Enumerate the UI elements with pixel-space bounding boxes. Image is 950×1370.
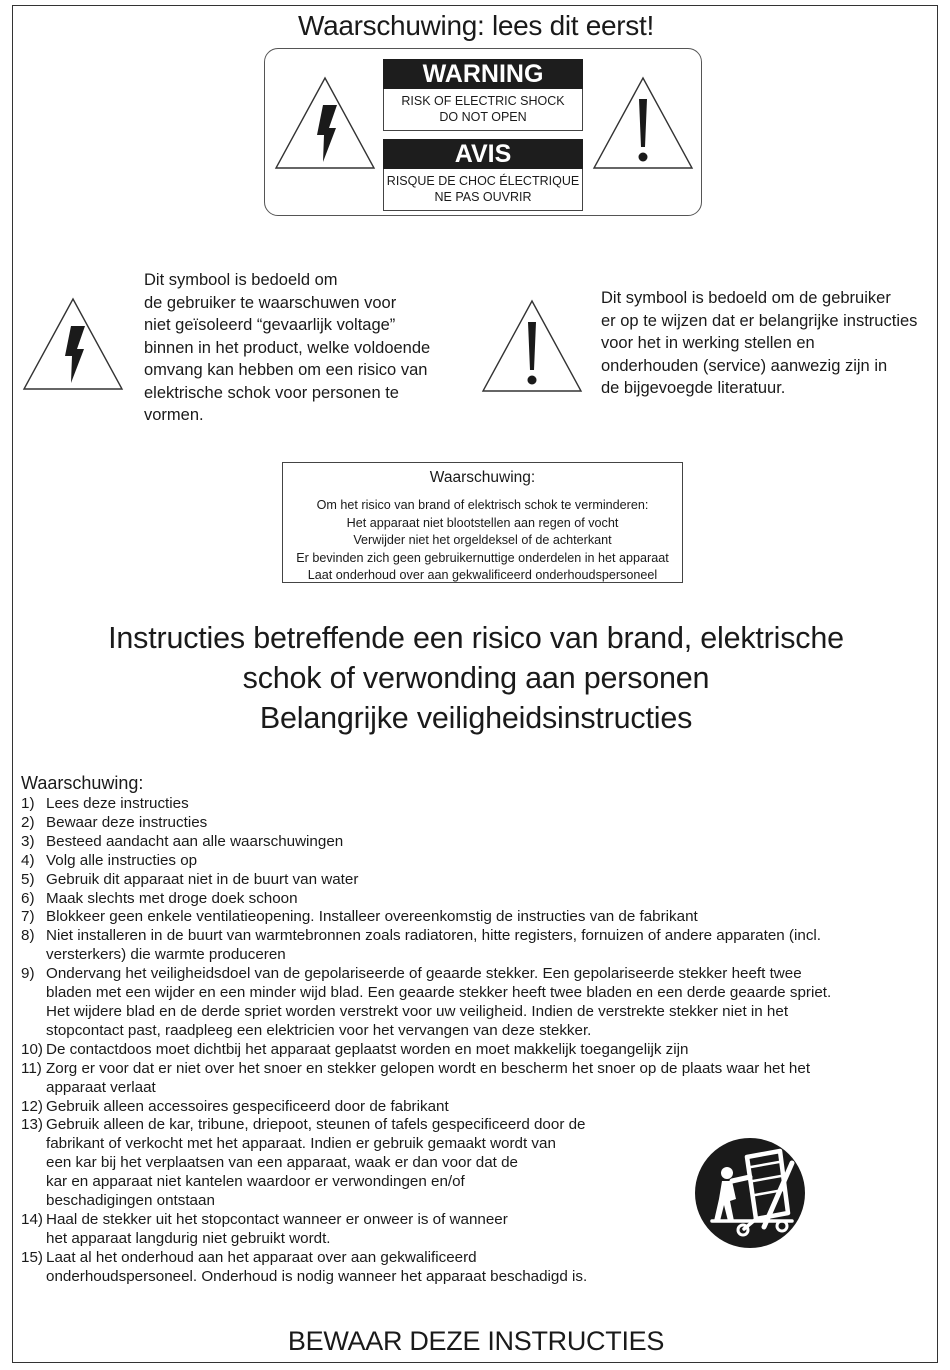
heading-line-2: schok of verwonding aan personen xyxy=(242,661,710,695)
item-number: 9) xyxy=(21,965,35,983)
warning-label xyxy=(264,48,702,216)
item-text-line: versterkers) die warmte produceren xyxy=(46,946,286,964)
item-text xyxy=(46,1060,931,1098)
item-text-line: een kar bij het verplaatsen van een apparaat, waak er dan voor dat de xyxy=(46,1154,518,1172)
item-text-line: Volg alle instructies op xyxy=(46,851,198,869)
warning-text xyxy=(383,89,583,131)
warning-header: WARNING xyxy=(383,59,583,89)
item-text-line: Maak slechts met droge doek schoon xyxy=(46,889,298,907)
notice-line: Verwijder niet het orgeldeksel of de achterkant xyxy=(353,533,612,547)
item-text-line: Zorg er voor dat er niet over het snoer en stekker gelopen wordt en bescherm het snoer op de plaats waar het het xyxy=(46,1059,811,1077)
item-text xyxy=(46,908,931,927)
item-text-line: Bewaar deze instructies xyxy=(46,813,208,831)
item-number: 2) xyxy=(21,813,35,831)
item-text xyxy=(46,814,931,833)
item-text xyxy=(46,833,931,852)
avis-text xyxy=(383,169,583,211)
item-text-line: Het wijdere blad en de derde spriet worden verstrekt voor uw veiligheid. Indien de verstrekte stekker niet in het xyxy=(46,1002,789,1020)
text-line: er op te wijzen dat er belangrijke instructies xyxy=(601,311,918,330)
item-text xyxy=(46,1041,931,1060)
text-line: omvang kan hebben om een risico van xyxy=(144,361,428,379)
footer-notice: BEWAAR DEZE INSTRUCTIES xyxy=(287,1326,665,1356)
item-text xyxy=(46,852,931,871)
list-item xyxy=(21,1060,931,1098)
item-text-line: beschadigingen ontstaan xyxy=(46,1192,215,1210)
item-text-line: Gebruik dit apparaat niet in de buurt van water xyxy=(46,870,359,888)
notice-line: Laat onderhoud over aan gekwalificeerd onderhoudspersoneel xyxy=(307,568,658,582)
heading-line-3: Belangrijke veiligheidsinstructies xyxy=(259,701,693,735)
lightning-warning-icon xyxy=(273,75,377,171)
item-text-line: Gebruik alleen de kar, tribune, driepoot, steunen of tafels gespecificeerd door de xyxy=(46,1116,586,1134)
list-item xyxy=(21,1249,931,1287)
avis-header: AVIS xyxy=(383,139,583,169)
notice-line: Er bevinden zich geen gebruikernuttige onderdelen in het apparaat xyxy=(296,550,669,565)
item-text-line: De contactdoos moet dichtbij het apparaat geplaatst worden en moet makkelijk toegangelijk zijn xyxy=(46,1040,689,1058)
item-number: 13) xyxy=(21,1116,43,1134)
document-page xyxy=(12,5,938,1363)
list-item xyxy=(21,890,931,909)
item-text-line: Ondervang het veiligheidsdoel van de gepolariseerde of geaarde stekker. Een gepolariseerde stekker heeft twee xyxy=(46,965,802,983)
text-line: niet geïsoleerd “gevaarlijk voltage” xyxy=(144,316,396,334)
item-number: 4) xyxy=(21,851,35,869)
list-item xyxy=(21,795,931,814)
item-text xyxy=(46,871,931,890)
item-text-line: Besteed aandacht aan alle waarschuwingen xyxy=(46,832,344,850)
list-item xyxy=(21,814,931,833)
list-item xyxy=(21,1098,931,1117)
list-item xyxy=(21,908,931,927)
list-item xyxy=(21,927,931,965)
text-line: binnen in het product, welke voldoende xyxy=(144,338,431,357)
item-number: 15) xyxy=(21,1248,43,1266)
item-number: 6) xyxy=(21,889,35,907)
item-number: 8) xyxy=(21,927,35,945)
exclamation-warning-icon xyxy=(591,75,695,171)
item-number: 10) xyxy=(21,1040,43,1058)
item-number: 7) xyxy=(21,908,35,926)
item-text-line: Haal de stekker uit het stopcontact wanneer er onweer is of wanneer xyxy=(46,1210,508,1228)
item-text xyxy=(46,890,931,909)
text-line: vormen. xyxy=(144,406,204,424)
text-line: Dit symbool is bedoeld om de gebruiker xyxy=(601,289,891,307)
item-text-line: Gebruik alleen accessoires gespecificeerd door de fabrikant xyxy=(46,1097,449,1115)
list-item xyxy=(21,833,931,852)
list-item xyxy=(21,1041,931,1060)
item-text-line: Niet installeren in de buurt van warmtebronnen zoals radiatoren, hitte registers, fornuizen of andere apparaten (incl. xyxy=(46,927,821,945)
avis-line-1: RISQUE DE CHOC ÉLECTRIQUE xyxy=(386,174,580,188)
item-text xyxy=(46,1098,931,1117)
text-line: Dit symbool is bedoeld om xyxy=(144,271,338,289)
text-line: de gebruiker te waarschuwen voor xyxy=(144,293,397,312)
item-text-line: Laat al het onderhoud aan het apparaat over aan gekwalificeerd xyxy=(46,1248,477,1266)
page-title: Waarschuwing: lees dit eerst! xyxy=(298,10,654,41)
item-text xyxy=(46,927,931,965)
item-text-line: bladen met een wijder en een minder wijd blad. Een geaarde stekker heeft twee bladen en een derde geaarde spriet. xyxy=(46,984,832,1002)
item-number: 5) xyxy=(21,870,35,888)
item-number: 11) xyxy=(21,1059,42,1077)
warning-line-2: DO NOT OPEN xyxy=(439,110,527,124)
item-text xyxy=(46,795,931,814)
lightning-symbol-text xyxy=(144,269,474,427)
notice-title: Waarschuwing: xyxy=(429,469,536,486)
text-line: onderhouden (service) aanwezig zijn in xyxy=(601,356,888,375)
text-line: elektrische schok voor personen te xyxy=(144,383,399,402)
text-line: voor het in werking stellen en xyxy=(601,334,815,352)
item-text-line: kar en apparaat niet kantelen waardoor er verwondingen en/of xyxy=(46,1173,465,1191)
warning-line-1: RISK OF ELECTRIC SHOCK xyxy=(401,94,565,108)
item-text-line: stopcontact past, raadpleeg een elektricien voor het vervangen van deze stekker. xyxy=(46,1021,592,1039)
item-number: 1) xyxy=(21,795,35,812)
item-text-line: onderhoudspersoneel. Onderhoud is nodig wanneer het apparaat beschadigd is. xyxy=(46,1267,588,1285)
notice-line: Het apparaat niet blootstellen aan regen of vocht xyxy=(346,515,619,530)
instructions-title: Waarschuwing: xyxy=(21,773,144,793)
text-line: de bijgevoegde literatuur. xyxy=(601,379,786,397)
notice-line: Om het risico van brand of elektrisch schok te verminderen: xyxy=(316,498,649,512)
heading-line-1: Instructies betreffende een risico van brand, elektrische xyxy=(108,621,844,655)
list-item xyxy=(21,965,931,1041)
item-text-line: apparaat verlaat xyxy=(46,1078,156,1096)
item-text-line: het apparaat langdurig niet gebruikt wordt. xyxy=(46,1229,331,1247)
item-number: 14) xyxy=(21,1210,43,1228)
avis-line-2: NE PAS OUVRIR xyxy=(434,190,532,204)
item-text xyxy=(46,965,931,1041)
item-text-line: Lees deze instructies xyxy=(46,795,189,812)
item-number: 12) xyxy=(21,1097,43,1115)
lightning-warning-icon xyxy=(21,296,125,392)
exclamation-warning-icon xyxy=(480,298,584,394)
item-text-line: Blokkeer geen enkele ventilatieopening. Installeer overeenkomstig de instructies van de fabrikant xyxy=(46,908,698,926)
cart-tip-over-icon xyxy=(694,1137,806,1249)
warning-notice-box xyxy=(282,462,683,583)
exclamation-symbol-text xyxy=(601,287,936,400)
item-text-line: fabrikant of verkocht met het apparaat. Indien er gebruik gemaakt wordt van xyxy=(46,1135,556,1153)
item-text xyxy=(46,1249,931,1287)
list-item xyxy=(21,871,931,890)
list-item xyxy=(21,852,931,871)
item-number: 3) xyxy=(21,832,35,850)
section-heading xyxy=(13,618,939,738)
